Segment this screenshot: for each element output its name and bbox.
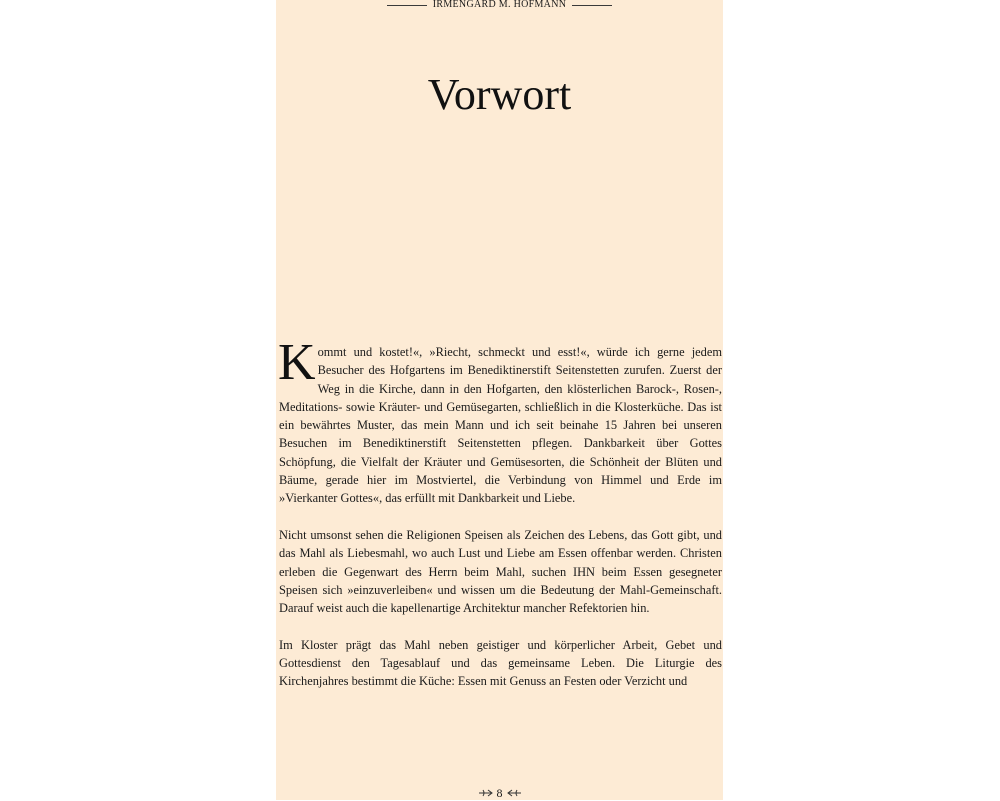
body-text — [278, 334, 722, 709]
header-author: IRMENGARD M. HOFMANN — [432, 0, 567, 10]
ornament-left-icon — [478, 788, 494, 798]
chapter-title: Vorwort — [427, 70, 572, 120]
page-number: 8 — [496, 785, 503, 800]
header-rule-right — [572, 5, 612, 6]
header-rule-left — [387, 5, 427, 6]
paragraph-3: Im Kloster prägt das Mahl neben geistiger und körperlicher Arbeit, Gebet und Gottesdienst den Tagesablauf und das gemeinsame Leben. Die Liturgie des Kirchenjahres bestimmt die Küche: Essen mit Genuss an Festen oder Verzicht und — [279, 637, 722, 689]
book-page — [276, 0, 723, 800]
paragraph-2: Nicht umsonst sehen die Religionen Speisen als Zeichen des Lebens, das Gott gibt, und das Mahl als Liebesmahl, wo auch Lust und Liebe am Essen offenbar werden. Christen erleben die Gegenwart des Herrn beim Mahl, suchen IHN beim Essen gesegneter Speisen sich »einzuverleiben« und wissen um die Bedeutung der Mahl-Gemeinschaft. Darauf weist auch die kapellenartige Architektur mancher Refektorien hin. — [279, 527, 722, 616]
ornament-right-icon — [506, 788, 522, 798]
paragraph-1-text: ommt und kostet!«, »Riecht, schmeckt und esst!«, würde ich gerne jedem Besucher des Hofgartens im Benediktinerstift Seitenstetten zurufen. Zuerst der Weg in die Kirche, dann in den Hofgarten, den klösterlichen Barock-, Rosen-, Meditations- sowie Kräuter- und Gemüsegarten, schließlich in die Klosterküche. Das ist ein bewährtes Muster, das mein Mann und ich seit beinahe 15 Jahren bei unseren Besuchen im Benediktinerstift Seitenstetten pflegen. Dankbarkeit über Gottes Schöpfung, die Vielfalt der Kräuter und Gemüsesorten, die Schönheit der Blüten und Bäume, gerade hier im Mostviertel, die Verbindung von Himmel und Erde im »Vierkanter Gottes«, das erfüllt mit Dankbarkeit und Liebe. — [279, 345, 722, 506]
drop-cap: K — [278, 334, 316, 391]
page-footer — [276, 786, 723, 800]
running-header — [276, 0, 723, 10]
paragraph-1 — [278, 334, 722, 508]
